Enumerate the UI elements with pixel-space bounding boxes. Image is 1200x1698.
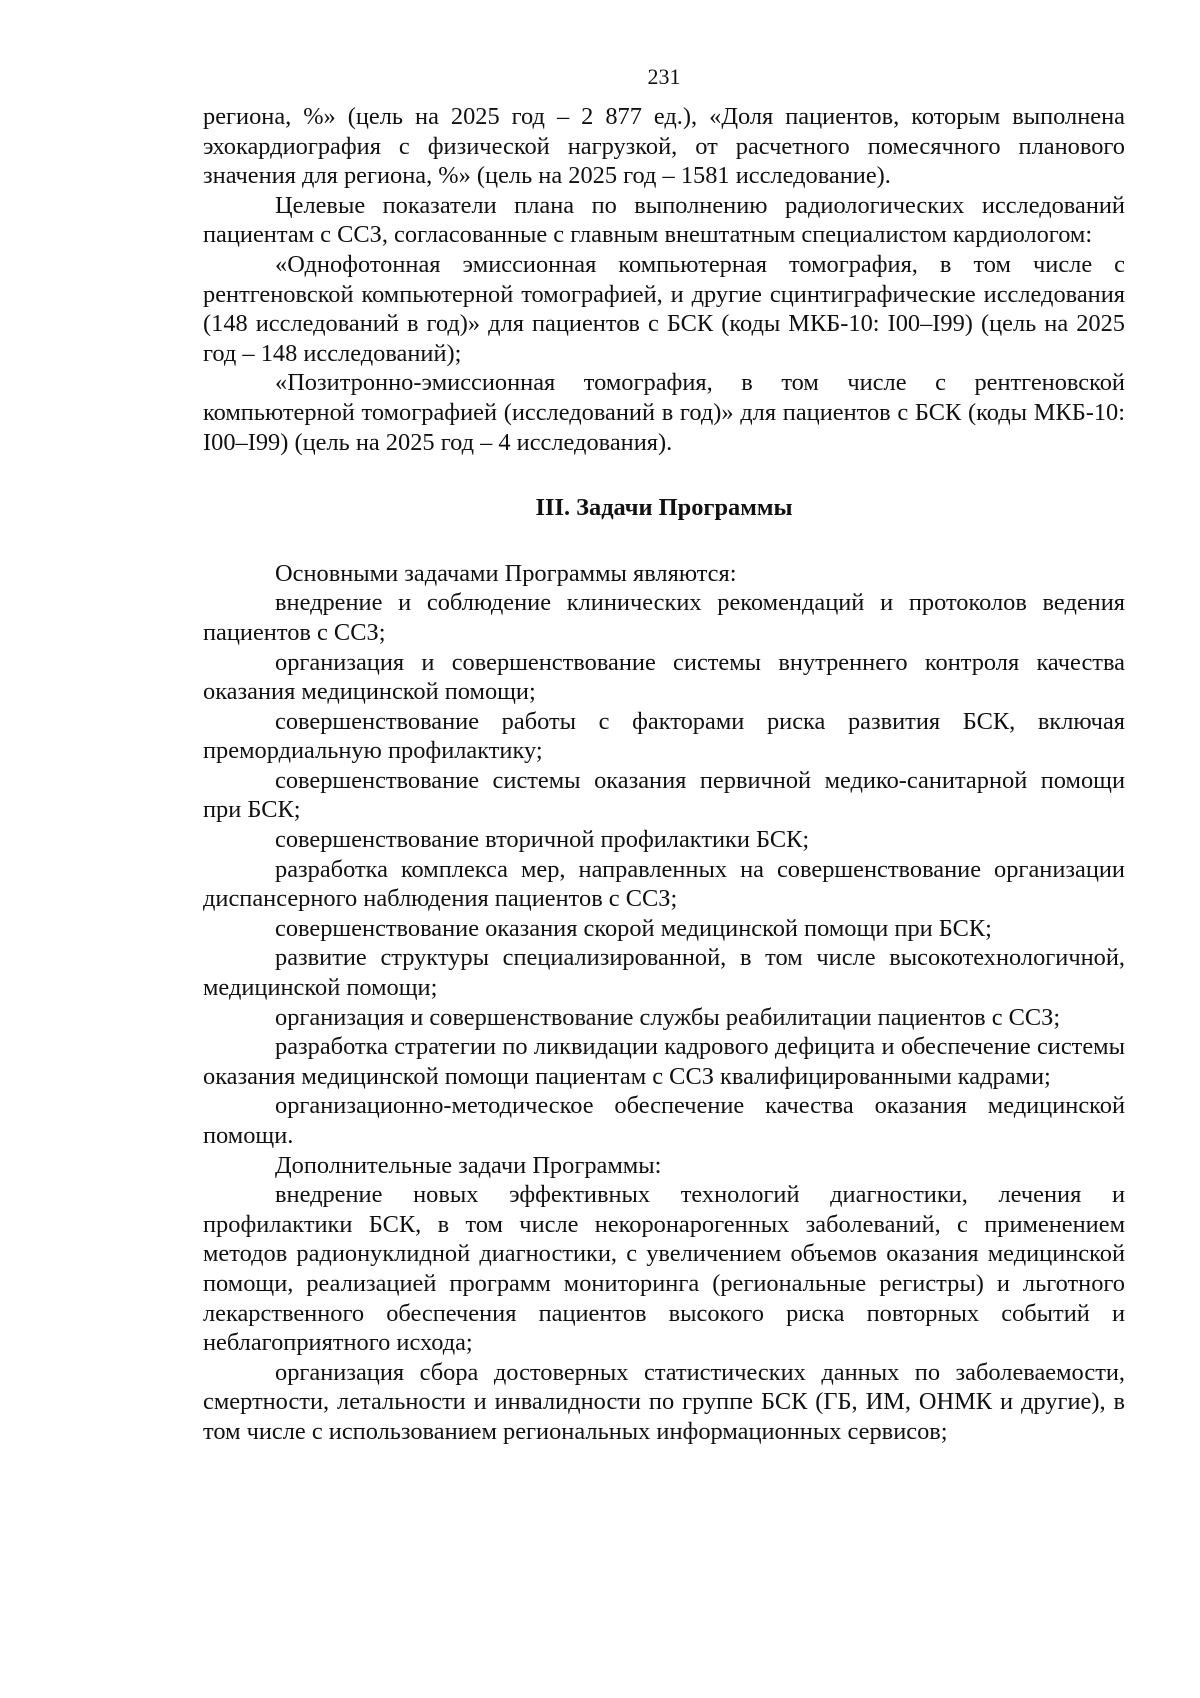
paragraph: «Однофотонная эмиссионная компьютерная томография, в том числе с рентгеновской компьютерной томографией, и другие сцинтиграфические исследования (148 исследований в год)» для пациентов с БСК (коды МКБ-10: I00–I99) (цель на 2025 год – 148 исследований); (203, 250, 1125, 367)
paragraph: региона, %» (цель на 2025 год – 2 877 ед.), «Доля пациентов, которым выполнена эхокардиография с физической нагрузкой, от расчетного помесячного планового значения для региона, %» (цель на 2025 год – 1581 исследование). (203, 103, 1125, 190)
list-item: совершенствование вторичной профилактики БСК; (275, 826, 810, 854)
list-item: Дополнительные задачи Программы: (275, 1151, 662, 1179)
list-item: организация сбора достоверных статистических данных по заболеваемости, смертности, летальности и инвалидности по группе БСК (ГБ, ИМ, ОНМК и другие), в том числе с использованием региональных информационных сервисов; (203, 1358, 1125, 1445)
list-item: внедрение и соблюдение клинических рекомендаций и протоколов ведения пациентов с ССЗ; (203, 589, 1125, 646)
section-heading: III. Задачи Программы (535, 494, 793, 522)
list-item: организация и совершенствование системы внутреннего контроля качества оказания медицинской помощи; (203, 648, 1125, 706)
list-item: разработка стратегии по ликвидации кадрового дефицита и обеспечение системы оказания медицинской помощи пациентам с ССЗ квалифицированными кадрами; (203, 1033, 1125, 1090)
document-page (203, 62, 1125, 1447)
list-item: организационно-методическое обеспечение качества оказания медицинской помощи. (203, 1092, 1125, 1149)
tasks-list (203, 559, 1125, 1447)
list-item: совершенствование системы оказания первичной медико-санитарной помощи при БСК; (203, 766, 1125, 824)
list-item: совершенствование оказания скорой медицинской помощи при БСК; (275, 914, 992, 942)
list-item: внедрение новых эффективных технологий диагностики, лечения и профилактики БСК, в том числе некоронарогенных заболеваний, с применением методов радионуклидной диагностики, с увеличением объемов оказания медицинской помощи, реализацией программ мониторинга (региональные регистры) и льготного лекарственного обеспечения пациентов высокого риска повторных событий и неблагоприятного исхода; (203, 1181, 1125, 1357)
paragraph: Целевые показатели плана по выполнению радиологических исследований пациентам с ССЗ, согласованные с главным внештатным специалистом кардиологом: (203, 191, 1125, 249)
page-number: 231 (647, 64, 681, 89)
list-item: Основными задачами Программы являются: (275, 559, 737, 587)
list-item: совершенствование работы с факторами риска развития БСК, включая премордиальную профилактику; (203, 707, 1125, 765)
list-item: разработка комплекса мер, направленных на совершенствование организации диспансерного наблюдения пациентов с ССЗ; (203, 855, 1125, 913)
list-item: развитие структуры специализированной, в том числе высокотехнологичной, медицинской помощи; (203, 944, 1125, 1002)
paragraph: «Позитронно-эмиссионная томография, в том числе с рентгеновской компьютерной томографией (исследований в год)» для пациентов с БСК (коды МКБ-10: I00–I99) (цель на 2025 год – 4 исследования). (203, 369, 1125, 456)
intro-paragraphs (203, 102, 1125, 457)
list-item: организация и совершенствование службы реабилитации пациентов с ССЗ; (275, 1003, 1061, 1031)
